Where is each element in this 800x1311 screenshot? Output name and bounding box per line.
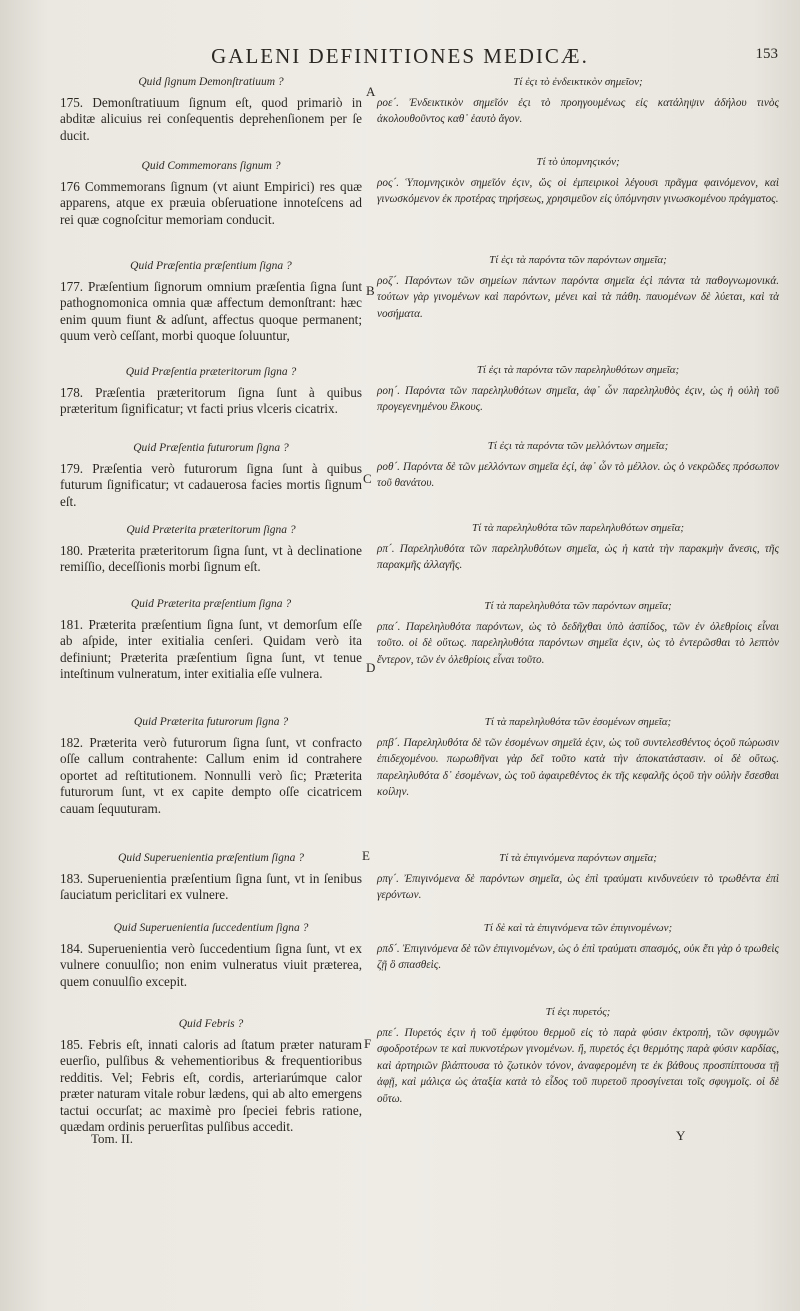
greek-heading: Τί τὰ παρεληλυθότα τῶν παρεληλυθότων σημεῖα;: [471, 522, 685, 534]
greek-entry-184: [377, 920, 779, 974]
latin-entry-184: [60, 920, 362, 990]
latin-heading: Quid Præterita futurorum ſigna ?: [133, 716, 289, 728]
latin-heading: Quid Præſentia præteritorum ſigna ?: [125, 366, 297, 378]
greek-text: ρπα´. Παρεληλυθότα παρόντων, ὡς τὸ δεδῆχθαι ὑπὸ ἀσπίδος, τῶν ἐν ὀλεθρίοις εἶναι τοῦτο. οἱ δὲ οὕτως. παρεληλυθότα παρόντων σημεῖα ἐϛιν, ὡς τὸ ἐντερῶσθαι τὸ λεπτὸν ἔντερον, τῶν ἐν ὀλεθρίοις εἶναι τοῦτο.: [377, 620, 779, 666]
margin-marker-b: B: [366, 283, 375, 298]
latin-entry-176: [60, 158, 362, 228]
latin-text: 179. Præſentia verò futurorum ſigna ſunt à quibus futurum ſignificatur; vt cadauerosa facies mortis ſignum eſt.: [60, 460, 362, 509]
latin-entry-185: [60, 1016, 362, 1136]
latin-entry-181: [60, 596, 362, 683]
latin-text: 184. Superuenientia verò ſuccedentium ſigna ſunt, vt ex vulnere conuulſio; non enim vulneratus viuit præterea, quem conuulſio excepit.: [60, 940, 362, 989]
margin-marker-c: C: [363, 471, 372, 486]
greek-entry-185: [377, 1004, 779, 1107]
margin-marker-e: E: [362, 848, 370, 863]
latin-entry-182: [60, 714, 362, 817]
greek-entry-175: [377, 74, 779, 128]
latin-text: 183. Superuenientia præſentium ſigna ſunt, vt in ſenibus ſauciatum periclitari ex vulnere.: [60, 870, 362, 902]
latin-heading: Quid Præterita præteritorum ſigna ?: [126, 524, 296, 536]
latin-text: 185. Febris eſt, innati caloris ad ſtatum præter naturam euerſio, pulſibus & vehementioribus & frequentioribus redditis. Vel; Febris eſt, cordis, arteriarúmque calor præter naturam vitale robur lædens, qui ab alto emergens tactui occurſat; ac maximè pro ſpeciei febris ratione, quædam ordinis peruerſitas pulſibus accedit.: [60, 1036, 362, 1134]
latin-heading: Quid ſignum Demonſtratiuum ?: [138, 76, 284, 88]
greek-text: ροη´. Παρόντα τῶν παρεληλυθότων σημεῖα, ἀφ᾽ ὧν παρεληλυθὸς ἐϛιν, ὡς ἡ οὐλὴ τοῦ προγεγενημένου ἕλκους.: [377, 384, 779, 413]
latin-heading: Quid Præſentia præſentium ſigna ?: [130, 260, 292, 272]
greek-heading: Τί ἐϛι πυρετός;: [545, 1006, 611, 1018]
latin-entry-180: [60, 522, 362, 576]
greek-heading: Τί ἐϛι τὰ παρόντα τῶν μελλόντων σημεῖα;: [487, 440, 669, 452]
latin-text: 180. Præterita præteritorum ſigna ſunt, vt à declinatione remiſſio, deceſſionis morbi ſignum eſt.: [60, 542, 362, 574]
latin-heading: Quid Commemorans ſignum ?: [141, 160, 281, 172]
greek-entry-179: [377, 438, 779, 492]
latin-heading: Quid Præterita præſentium ſigna ?: [130, 598, 292, 610]
latin-heading: Quid Superuenientia præſentium ſigna ?: [118, 852, 304, 864]
greek-text: ρπγ´. Ἐπιγινόμενα δὲ παρόντων σημεῖα, ὡς ἐπὶ τραύματι κινδυνεύειν τὸ τρωθέντα ἐπὶ γερόντων.: [377, 872, 779, 901]
latin-text: 175. Demonſtratiuum ſignum eſt, quod primariò in abditæ alicuius rei conſequentis deprehenſionem per ſe ducit.: [60, 94, 362, 143]
latin-entry-178: [60, 364, 362, 418]
latin-text: 176 Commemorans ſignum (vt aiunt Empirici) res quæ apparens, atque ex præuia obſeruatione innoteſcens ad rei quæ cognoſcitur memoriam conducit.: [60, 178, 362, 227]
greek-entry-181: [377, 598, 779, 668]
greek-text: ρπε´. Πυρετός ἐϛιν ἡ τοῦ ἐμφύτου θερμοῦ εἰς τὸ παρὰ φύσιν ἐκτροπή, τῶν σφυγμῶν σφοδροτέρων τε καὶ πυκνοτέρων γινομένων. ἤ, πυρετός ἐϛι θερμότης παρὰ φύσιν καρδίας, καὶ ἀρτηριῶν βλάπτουσα τὸ ζωτικὸν τόνον, ἀναφερομένη τε ἐκ βάθους προσπίπτουσα τῇ ἁφῇ, καὶ μάλιϛα ὡς ἀταξία κατὰ τὸ εἶδος τοῦ πυρετοῦ προσγίνεται τοῖς σφυγμοῖς. οἱ δὲ οὕτω.: [377, 1026, 779, 1105]
margin-marker-f: F: [364, 1036, 372, 1051]
greek-heading: Τί τὰ παρεληλυθότα τῶν ἐσομένων σημεῖα;: [484, 716, 672, 728]
margin-marker-a: A: [366, 84, 376, 99]
greek-text: ροθ´. Παρόντα δὲ τῶν μελλόντων σημεῖα ἐϛί, ἀφ᾽ ὧν τὸ μέλλον. ὡς ὁ νεκρῶδες πρόσωπον τοῦ θανάτου.: [377, 460, 779, 489]
latin-entry-183: [60, 850, 362, 904]
running-title: GALENI DEFINITIONES MEDICÆ.: [211, 44, 589, 68]
greek-heading: Τί ἐϛι τὰ παρόντα τῶν παρεληλυθότων σημεῖα;: [476, 364, 680, 376]
greek-entry-178: [377, 362, 779, 416]
latin-text: 178. Præſentia præteritorum ſigna ſunt à quibus præteritum ſignificatur; vt facti prius vlceris cicatrix.: [60, 384, 362, 416]
latin-heading: Quid Febris ?: [178, 1018, 244, 1030]
latin-text: 177. Præſentium ſignorum omnium præſentia ſigna ſunt pathognomonica omnia quæ affectum demonſtrant: hæc enim quum fiunt & adſunt, affectus quoque permanent; quum verò ceſſant, morbi quoque ſoluuntur,: [60, 278, 362, 343]
greek-text: ρπβ´. Παρεληλυθότα δὲ τῶν ἐσομένων σημεῖά ἐϛιν, ὡς τοῦ συντελεσθέντος ὀϛοῦ πώρωσιν ἐπιδεχομένου. πωρωθῆναι γὰρ δεῖ τοῦτο κατὰ τὴν ἀποκατάστασιν. οἱ δὲ οὕτως. παρεληλυθότα δ᾽ ἐσομένων, ὡς τοῦ ἀφαιρεθέντος ἐκ τῆς κεφαλῆς ὀϛοῦ τὴν οὐλὴν ἔσεσθαι κοίλην.: [377, 736, 779, 798]
greek-text: ρος´. Ὑπομνηϛικὸν σημεῖόν ἐϛιν, ὥς οἱ ἐμπειρικοὶ λέγουσι πρᾶγμα φαινόμενον, καὶ γινωσκόμενον ἐκ προτέρας τηρήσεως, χρησιμεῦον εἰς ὑπόμνησιν γινωσκομένου πράγματος.: [377, 176, 779, 205]
greek-heading: Τί τὸ ὑπομνηϛικόν;: [536, 156, 620, 168]
greek-heading: Τί ἐϛι τὸ ἐνδεικτικὸν σημεῖον;: [513, 76, 643, 88]
greek-text: ροζ´. Παρόντων τῶν σημείων πάντων παρόντα σημεῖα ἐϛὶ πάντα τὰ παθογνωμονικά. τούτων γὰρ γινομένων καὶ παρόντων, μένει καὶ τὰ πάθη. παυομένων δὲ λύεται, καὶ τὰ νοσήματα.: [377, 274, 779, 320]
greek-text: ρπδ´. Ἐπιγινόμενα δὲ τῶν ἐπιγινομένων, ὡς ὁ ἐπὶ τραύματι σπασμός, οὐκ ἔτι γὰρ ὁ τρωθεὶς ζῇ ὃ σπασθεὶς.: [377, 942, 779, 971]
greek-heading: Τί τὰ ἐπιγινόμενα παρόντων σημεῖα;: [499, 852, 657, 864]
latin-text: 181. Præterita præſentium ſigna ſunt, vt demorſum eſſe ab aſpide, inter exitialia cenſeri. Quidam verò ita definiunt; Præterita præſentium ſigna ſunt, vt tenue inteſtinum vulneratum, inter exitialia eſſe vulnera.: [60, 616, 362, 681]
greek-entry-180: [377, 520, 779, 574]
column-gutter: [369, 70, 370, 1140]
latin-entry-177: [60, 258, 362, 345]
greek-text: ρπ´. Παρεληλυθότα τῶν παρεληλυθότων σημεῖα, ὡς ἡ κατὰ τὴν παρακμὴν ἄνεσις, τῆς παρακμῆς ἀλλαγῆς.: [377, 542, 779, 571]
page-number: 153: [755, 46, 778, 62]
latin-heading: Quid Præſentia futurorum ſigna ?: [133, 442, 289, 454]
greek-heading: Τί ἐϛι τὰ παρόντα τῶν παρόντων σημεῖα;: [489, 254, 667, 266]
latin-heading: Quid Superuenientia ſuccedentium ſigna ?: [113, 922, 309, 934]
latin-entry-175: [60, 74, 362, 144]
greek-heading: Τί δὲ καὶ τὰ ἐπιγινόμενα τῶν ἐπιγινομένων;: [483, 922, 673, 934]
signature-mark: Y: [676, 1128, 686, 1143]
greek-entry-182: [377, 714, 779, 801]
greek-text: ροε´. Ἐνδεικτικὸν σημεῖόν ἐϛι τὸ προηγουμένως εἰς κατάληψιν ἀδήλου τινὸς ἀκολουθοῦντος καθ᾽ ἑαυτὸ ἄγον.: [377, 96, 779, 125]
margin-marker-d: D: [366, 660, 376, 675]
greek-entry-183: [377, 850, 779, 904]
volume-footer: Tom. II.: [91, 1131, 134, 1146]
greek-entry-176: [377, 154, 779, 208]
greek-heading: Τί τὰ παρεληλυθότα τῶν παρόντων σημεῖα;: [484, 600, 672, 612]
latin-text: 182. Præterita verò futurorum ſigna ſunt, vt confracto oſſe callum contrahente: Callum enim id contrahere oportet ad reſtitutionem. Nonnulli verò ſic; Præterita futurorum ſunt, vt ex capite dempto oſſe cicatricem cauam ſequuturam.: [60, 734, 362, 816]
latin-entry-179: [60, 440, 362, 510]
greek-entry-177: [377, 252, 779, 322]
